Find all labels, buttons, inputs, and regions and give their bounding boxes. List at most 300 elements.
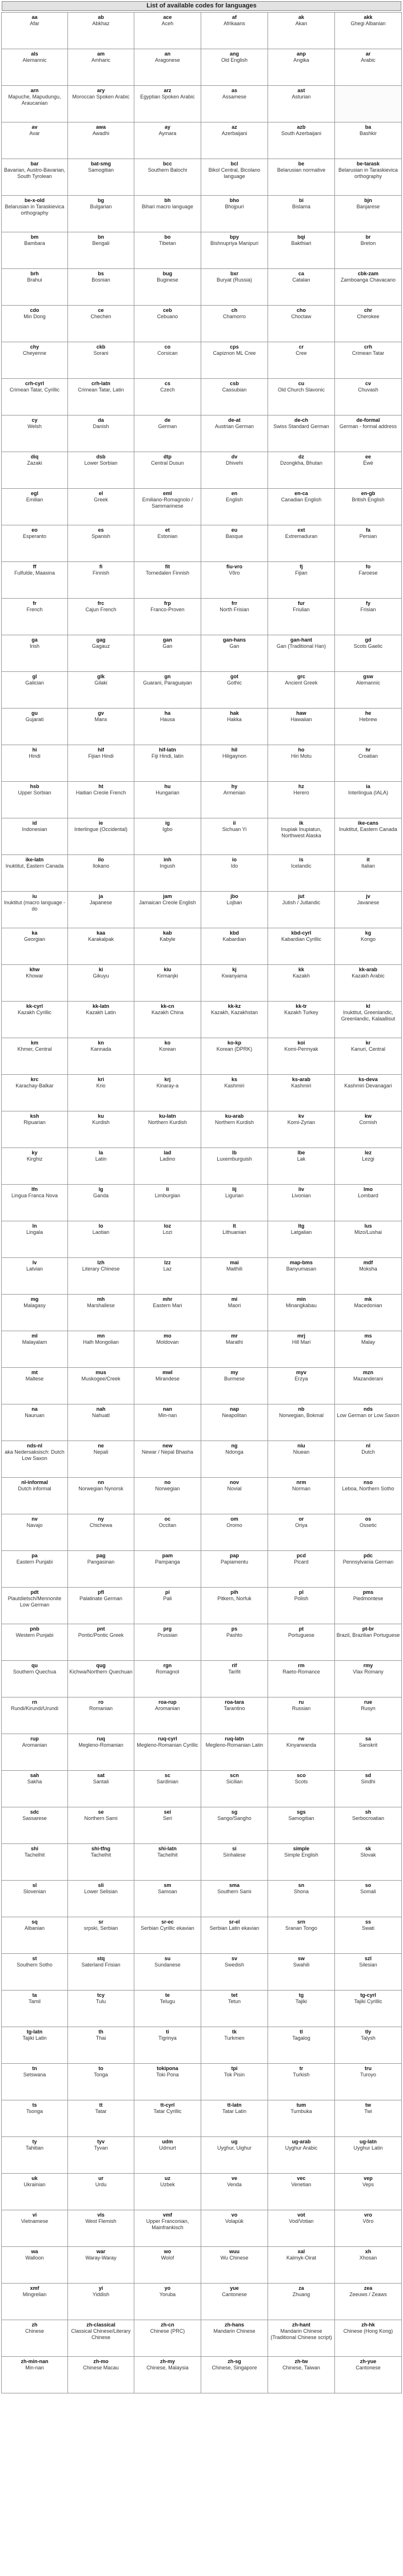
language-code: lg xyxy=(98,1186,103,1192)
language-name: Novial xyxy=(227,1486,242,1491)
language-name: Samogitian xyxy=(87,167,114,173)
language-code: el xyxy=(98,490,103,496)
language-cell xyxy=(68,1734,134,1771)
language-cell xyxy=(268,159,335,196)
language-cell xyxy=(268,452,335,489)
language-cell xyxy=(335,2284,402,2320)
language-code: be-x-old xyxy=(25,197,45,203)
language-cell xyxy=(2,1661,68,1697)
language-cell xyxy=(68,1624,134,1661)
language-cell xyxy=(134,1551,201,1588)
language-name: Erzya xyxy=(294,1376,308,1382)
language-name: Zhuang xyxy=(292,2292,310,2297)
language-cell xyxy=(68,1368,134,1404)
language-cell xyxy=(268,1514,335,1551)
language-cell xyxy=(134,2320,201,2357)
language-code: av xyxy=(31,124,38,130)
language-cell xyxy=(134,2064,201,2100)
language-cell xyxy=(134,782,201,818)
language-code: zh-min-nan xyxy=(21,2359,49,2364)
language-code: nds xyxy=(363,1406,373,1412)
language-name: Jutish / Jutlandic xyxy=(282,900,321,905)
language-name: Romanian xyxy=(89,1706,113,1711)
language-cell xyxy=(268,1441,335,1478)
language-name: Inuktitut, Greenlandic, Greenlandic, Kalaallisut xyxy=(341,1010,396,1022)
language-name: Chamorro xyxy=(222,314,246,319)
language-name: Fijian xyxy=(295,570,308,576)
language-name: Arabic xyxy=(361,57,376,63)
language-code: yi xyxy=(98,2285,103,2291)
language-code: na xyxy=(31,1406,38,1412)
language-cell xyxy=(2,1551,68,1588)
language-name: Icelandic xyxy=(291,863,312,869)
language-cell xyxy=(134,1331,201,1368)
language-code: so xyxy=(365,1882,372,1888)
language-code: xh xyxy=(365,2249,372,2254)
table-row xyxy=(2,196,402,232)
language-name: Moksha xyxy=(359,1266,377,1272)
language-code: fur xyxy=(298,600,305,606)
language-name: Assamese xyxy=(222,94,247,100)
language-cell xyxy=(68,1111,134,1148)
language-code: awa xyxy=(95,124,106,130)
language-cell xyxy=(68,196,134,232)
language-cell xyxy=(134,1881,201,1917)
language-cell xyxy=(335,49,402,86)
language-name: Megleno-Romanian Latin xyxy=(205,1742,264,1748)
language-code: kk-tr xyxy=(296,1003,307,1009)
language-code: pam xyxy=(162,1553,173,1558)
language-code: mh xyxy=(97,1296,105,1302)
language-code: gan-hant xyxy=(290,637,312,643)
language-cell xyxy=(268,49,335,86)
language-name: Latin xyxy=(95,1156,107,1162)
language-cell xyxy=(68,855,134,892)
language-cell xyxy=(68,1148,134,1185)
language-name: Russian xyxy=(292,1706,311,1711)
language-cell xyxy=(134,2027,201,2064)
language-cell xyxy=(335,892,402,928)
language-name: Pali xyxy=(163,1596,172,1601)
language-name: Xhosan xyxy=(359,2255,377,2261)
language-name: Kashmiri xyxy=(224,1083,245,1089)
table-row xyxy=(2,1807,402,1844)
language-cell xyxy=(68,1038,134,1075)
language-cell xyxy=(2,159,68,196)
language-name: Southern Sotho xyxy=(17,1962,53,1968)
language-name: Slovenian xyxy=(23,1889,46,1894)
language-cell xyxy=(2,1221,68,1258)
language-name: Indonesian xyxy=(22,826,47,832)
language-code: ay xyxy=(164,124,170,130)
language-code: hil xyxy=(231,747,238,753)
language-cell xyxy=(201,1551,268,1588)
language-cell xyxy=(68,525,134,562)
language-cell xyxy=(68,269,134,306)
language-code: prg xyxy=(163,1626,172,1632)
language-cell xyxy=(134,1917,201,1954)
language-cell xyxy=(68,416,134,452)
language-code: ko xyxy=(164,1040,171,1046)
language-code: glk xyxy=(97,674,105,679)
language-name: Hiligaynon xyxy=(222,753,247,759)
language-code: vro xyxy=(364,2212,372,2218)
language-code: ku-latn xyxy=(159,1113,176,1119)
table-row xyxy=(2,2247,402,2284)
language-cell xyxy=(201,1588,268,1624)
language-name: Korean (DPRK) xyxy=(216,1046,253,1052)
language-name: Alemannic xyxy=(22,57,47,63)
language-code: bjn xyxy=(364,197,372,203)
language-name: Sranan Tongo xyxy=(285,1925,317,1931)
language-code: zea xyxy=(364,2285,373,2291)
language-cell xyxy=(2,1185,68,1221)
language-name: Wolof xyxy=(161,2255,174,2261)
language-name: Muskogee/Creek xyxy=(81,1376,121,1382)
language-name: Kazakh, Kazakhstan xyxy=(210,1010,258,1015)
language-cell xyxy=(2,232,68,269)
language-cell xyxy=(2,1991,68,2027)
language-cell xyxy=(68,1917,134,1954)
language-cell xyxy=(335,1478,402,1514)
language-name: Turkmen xyxy=(224,2035,245,2041)
language-code: dsb xyxy=(96,454,106,460)
language-code: ruq-latn xyxy=(225,1736,244,1742)
language-name: Urdu xyxy=(95,2182,107,2187)
language-code: ltg xyxy=(298,1223,305,1229)
language-name: Marathi xyxy=(225,1339,243,1345)
language-cell xyxy=(335,1954,402,1991)
language-code: krc xyxy=(30,1077,39,1082)
language-name: Akan xyxy=(295,21,308,26)
language-code: is xyxy=(299,857,304,862)
language-name: Burmese xyxy=(224,1376,245,1382)
language-code: bar xyxy=(30,161,39,167)
language-code: ug xyxy=(231,2139,238,2144)
language-code: dtp xyxy=(163,454,171,460)
language-code: sl xyxy=(32,1882,37,1888)
language-cell xyxy=(335,342,402,379)
language-codes-table xyxy=(1,12,402,2393)
language-name: Low German or Low Saxon xyxy=(337,1412,400,1418)
language-name: Marshallese xyxy=(87,1303,115,1308)
language-cell xyxy=(268,1551,335,1588)
language-code: sd xyxy=(365,1772,372,1778)
language-cell xyxy=(201,452,268,489)
language-cell xyxy=(134,489,201,525)
language-name: Chinese (PRC) xyxy=(150,2328,185,2334)
language-cell xyxy=(335,1917,402,1954)
language-name: Tibetan xyxy=(159,240,176,246)
language-code: st xyxy=(32,1956,37,1961)
language-name: Upper Sorbian xyxy=(18,790,51,796)
language-cell xyxy=(2,2320,68,2357)
language-name: Seri xyxy=(162,1815,172,1821)
language-code: kk-arab xyxy=(358,967,378,972)
language-cell xyxy=(2,2210,68,2247)
language-code: ks xyxy=(231,1077,237,1082)
language-name: Komi-Zyrian xyxy=(287,1119,316,1125)
language-cell xyxy=(68,782,134,818)
language-cell xyxy=(201,965,268,1002)
language-cell xyxy=(2,2247,68,2284)
language-code: kk-latn xyxy=(92,1003,109,1009)
language-cell xyxy=(134,1002,201,1038)
language-name: Uyghur, Uighur xyxy=(217,2145,252,2151)
language-code: niu xyxy=(297,1443,305,1449)
language-name: Azerbaijani xyxy=(221,130,248,136)
language-cell xyxy=(134,562,201,599)
language-cell xyxy=(134,1661,201,1697)
language-code: ks-arab xyxy=(292,1077,311,1082)
language-code: kab xyxy=(163,930,172,936)
language-code: ia xyxy=(366,784,370,789)
language-code: arz xyxy=(163,88,171,93)
language-code: nv xyxy=(31,1516,38,1522)
language-cell xyxy=(268,1734,335,1771)
language-cell xyxy=(2,745,68,782)
language-name: Kongo xyxy=(360,936,376,942)
language-code: li xyxy=(166,1186,169,1192)
language-cell xyxy=(268,818,335,855)
language-code: frp xyxy=(164,600,171,606)
language-cell xyxy=(201,1221,268,1258)
language-code: mn xyxy=(97,1333,105,1339)
language-name: Ladino xyxy=(159,1156,175,1162)
table-row xyxy=(2,1221,402,1258)
language-cell xyxy=(2,1807,68,1844)
language-code: tg xyxy=(298,1992,304,1998)
table-row xyxy=(2,379,402,416)
language-cell xyxy=(68,709,134,745)
language-code: bo xyxy=(164,234,171,240)
language-name: South Azerbaijani xyxy=(281,130,322,136)
language-code: ast xyxy=(297,88,305,93)
language-code: bug xyxy=(162,271,173,276)
language-code: gv xyxy=(98,710,104,716)
language-code: ie xyxy=(98,820,103,826)
language-name: Estonian xyxy=(157,533,178,539)
language-cell xyxy=(335,1295,402,1331)
language-cell xyxy=(335,306,402,342)
language-name: Chichewa xyxy=(89,1522,113,1528)
language-code: am xyxy=(97,51,105,57)
table-row xyxy=(2,1661,402,1697)
language-name: Kazakh Latin xyxy=(86,1010,116,1015)
language-cell xyxy=(134,196,201,232)
language-code: lzz xyxy=(164,1260,171,1265)
language-cell xyxy=(268,1844,335,1881)
language-code: ar xyxy=(365,51,371,57)
language-name: Samogitian xyxy=(288,1815,314,1821)
language-name: Vlax Romany xyxy=(353,1669,384,1675)
language-code: bqi xyxy=(297,234,305,240)
language-cell xyxy=(2,672,68,709)
language-code: kr xyxy=(365,1040,371,1046)
language-code: ii xyxy=(233,820,236,826)
language-cell xyxy=(134,2357,201,2393)
language-code: nn xyxy=(98,1479,104,1485)
language-name: Ossetic xyxy=(359,1522,377,1528)
language-name: Mingrelian xyxy=(22,2292,47,2297)
table-row xyxy=(2,2357,402,2393)
language-code: ik xyxy=(299,820,304,826)
language-name: Asturian xyxy=(292,94,311,100)
language-code: lez xyxy=(364,1150,372,1156)
language-code: roa-rup xyxy=(158,1699,177,1705)
language-name: Walloon xyxy=(25,2255,44,2261)
table-row xyxy=(2,599,402,635)
language-cell xyxy=(2,342,68,379)
language-name: Kanuri, Central xyxy=(350,1046,386,1052)
language-code: anp xyxy=(296,51,306,57)
language-cell xyxy=(2,2100,68,2137)
language-code: su xyxy=(164,1956,171,1961)
language-name: Waray-Waray xyxy=(85,2255,117,2261)
language-code: et xyxy=(165,527,170,533)
language-name: Aromanian xyxy=(155,1706,180,1711)
language-code: map-bms xyxy=(289,1260,313,1265)
table-row xyxy=(2,1734,402,1771)
language-name: Udmurt xyxy=(159,2145,176,2151)
language-cell xyxy=(335,1991,402,2027)
language-code: ba xyxy=(365,124,372,130)
language-name: Italian xyxy=(361,863,376,869)
language-name: Aceh xyxy=(161,21,174,26)
language-name: Nauruan xyxy=(25,1412,45,1418)
language-name: Southern Sami xyxy=(217,1889,252,1894)
language-cell xyxy=(268,2247,335,2284)
table-row xyxy=(2,306,402,342)
table-row xyxy=(2,1185,402,1221)
language-cell xyxy=(335,1148,402,1185)
language-cell xyxy=(268,855,335,892)
language-cell xyxy=(335,1771,402,1807)
language-name: Belarusian in Taraskievica orthography xyxy=(5,204,65,216)
language-cell xyxy=(268,672,335,709)
language-cell xyxy=(134,416,201,452)
language-name: Luxemburguish xyxy=(217,1156,252,1162)
language-cell xyxy=(134,1734,201,1771)
language-cell xyxy=(2,599,68,635)
language-cell xyxy=(2,1478,68,1514)
table-row xyxy=(2,1588,402,1624)
language-code: kk-cn xyxy=(161,1003,174,1009)
language-name: Austrian German xyxy=(214,424,254,429)
language-code: tpi xyxy=(231,2065,238,2071)
language-code: sm xyxy=(163,1882,171,1888)
table-row xyxy=(2,525,402,562)
language-code: pl xyxy=(299,1589,304,1595)
language-code: pdt xyxy=(30,1589,39,1595)
language-cell xyxy=(68,1991,134,2027)
language-name: Picard xyxy=(294,1559,309,1565)
language-cell xyxy=(268,2284,335,2320)
language-code: aa xyxy=(31,14,38,20)
language-code: sr-ec xyxy=(161,1919,174,1925)
language-code: dv xyxy=(231,454,238,460)
language-cell xyxy=(268,489,335,525)
language-code: ak xyxy=(298,14,304,20)
language-code: sn xyxy=(298,1882,305,1888)
language-cell xyxy=(68,489,134,525)
language-name: Gan xyxy=(162,643,173,649)
language-code: nrm xyxy=(296,1479,306,1485)
language-cell xyxy=(201,1697,268,1734)
table-row xyxy=(2,86,402,122)
language-name: Frisian xyxy=(360,607,376,612)
language-name: Dutch xyxy=(361,1449,375,1455)
language-cell xyxy=(134,379,201,416)
language-cell xyxy=(2,122,68,159)
language-cell xyxy=(335,379,402,416)
language-code: ms xyxy=(364,1333,372,1339)
language-name: Latgalian xyxy=(290,1229,312,1235)
language-cell xyxy=(68,672,134,709)
language-name: Gan xyxy=(229,643,240,649)
language-cell xyxy=(335,1441,402,1478)
language-name: Venetian xyxy=(291,2182,312,2187)
language-name: Serbian Latin ekavian xyxy=(209,1925,260,1931)
language-cell xyxy=(2,2064,68,2100)
language-name: Yiddish xyxy=(92,2292,110,2297)
language-name: West Flemish xyxy=(85,2218,117,2224)
language-name: Kazakh Arabic xyxy=(352,973,385,979)
language-name: Hill Mari xyxy=(292,1339,311,1345)
language-name: Avar xyxy=(29,130,40,136)
language-code: crh xyxy=(364,344,372,350)
language-name: Northern Kurdish xyxy=(214,1119,254,1125)
language-cell xyxy=(2,855,68,892)
language-cell xyxy=(134,1807,201,1844)
language-cell xyxy=(268,232,335,269)
language-name: Ido xyxy=(230,863,238,869)
language-name: Albanian xyxy=(24,1925,45,1931)
language-code: bs xyxy=(98,271,104,276)
language-name: Hausa xyxy=(159,717,175,722)
language-name: English xyxy=(226,497,243,502)
language-code: szl xyxy=(364,1956,372,1961)
language-name: Finnish xyxy=(92,570,109,576)
language-code: mg xyxy=(30,1296,39,1302)
language-code: als xyxy=(31,51,38,57)
language-cell xyxy=(268,1075,335,1111)
language-cell xyxy=(2,635,68,672)
table-row xyxy=(2,2064,402,2100)
language-cell xyxy=(2,49,68,86)
language-name: Corsican xyxy=(157,350,178,356)
language-code: ne xyxy=(98,1443,104,1449)
language-name: srpski, Serbian xyxy=(83,1925,118,1931)
language-name: Leboa, Northern Sotho xyxy=(342,1486,394,1491)
language-code: ki xyxy=(98,967,103,972)
language-name: Afar xyxy=(30,21,39,26)
language-code: zh-hk xyxy=(361,2322,375,2328)
language-code: inh xyxy=(163,857,171,862)
language-cell xyxy=(268,1148,335,1185)
language-code: si xyxy=(232,1846,237,1851)
language-cell xyxy=(134,1478,201,1514)
language-name: Hebrew xyxy=(359,717,377,722)
language-code: mdf xyxy=(363,1260,373,1265)
language-name: Moldovan xyxy=(156,1339,179,1345)
language-code: ty xyxy=(32,2139,37,2144)
language-name: Czech xyxy=(160,387,175,393)
language-cell xyxy=(201,13,268,49)
language-code: ilo xyxy=(98,857,104,862)
language-cell xyxy=(335,122,402,159)
language-code: es xyxy=(98,527,104,533)
